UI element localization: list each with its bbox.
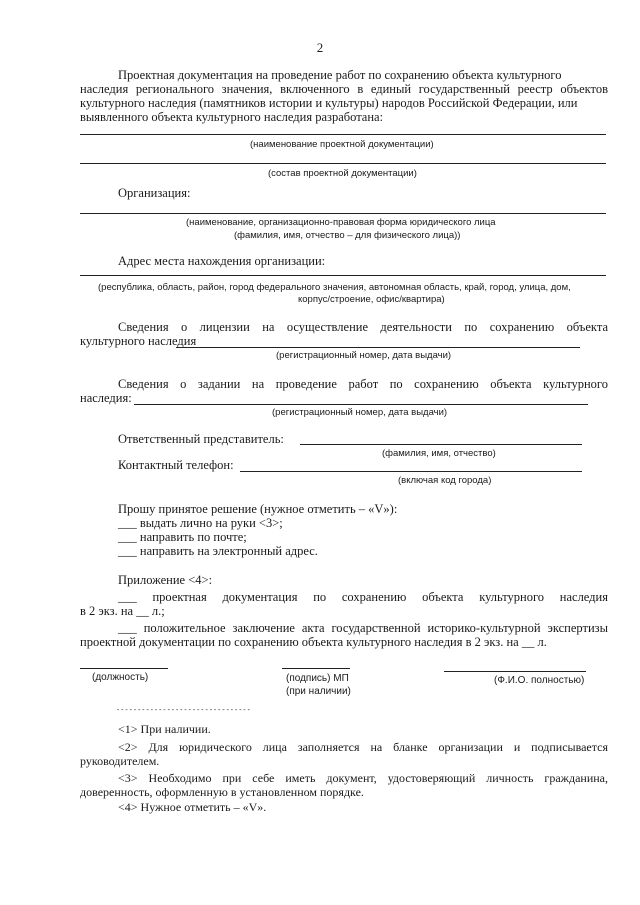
phone-caption: (включая код города) (398, 475, 492, 486)
license-line-1: Сведения о лицензии на осуществление деятельности по сохранению объекта (118, 320, 608, 334)
organization-caption-2: (фамилия, имя, отчество – для физического лица)) (234, 230, 461, 241)
license-caption: (регистрационный номер, дата выдачи) (276, 350, 452, 361)
signature-field[interactable] (282, 668, 350, 669)
address-caption-1: (республика, область, район, город федерального значения, автономная область, край, город, улица, дом, (98, 282, 571, 293)
attachment-item-2-line-1[interactable]: ___ положительное заключение акта государственной историко-культурной экспертизы (118, 621, 608, 635)
request-option-email[interactable]: ___ направить на электронный адрес. (118, 544, 318, 558)
phone-label: Контактный телефон: (118, 458, 234, 472)
license-line-2: культурного наследия (80, 334, 197, 348)
full-name-field[interactable] (444, 671, 586, 672)
full-name-caption: (Ф.И.О. полностью) (494, 675, 585, 686)
attachment-item-1-line-2: в 2 экз. на __ л.; (80, 604, 165, 618)
address-label: Адрес места нахождения организации: (118, 254, 326, 268)
footnote-4: <4> Нужное отметить – «V». (118, 800, 267, 814)
representative-label: Ответственный представитель: (118, 432, 284, 446)
footnote-1: <1> При наличии. (118, 722, 211, 736)
request-option-in-person[interactable]: ___ выдать лично на руки <3>; (118, 516, 283, 530)
attachment-item-1-line-1[interactable]: ___ проектная документация по сохранению объекта культурного наследия (118, 590, 608, 604)
task-line-1: Сведения о задании на проведение работ по сохранению объекта культурного (118, 377, 608, 391)
attachment-title: Приложение <4>: (118, 573, 213, 587)
position-field[interactable] (80, 668, 168, 669)
license-field[interactable] (176, 347, 580, 348)
footnote-divider: -------------------------------- (116, 706, 251, 714)
request-option-post[interactable]: ___ направить по почте; (118, 530, 247, 544)
address-caption-2: корпус/строение, офис/квартира) (298, 294, 445, 305)
footnote-2-line-1: <2> Для юридического лица заполняется на бланке организации и подписывается (118, 740, 608, 754)
intro-line-2: наследия регионального значения, включенного в единый государственный реестр объектов (80, 82, 608, 96)
phone-field[interactable] (240, 471, 582, 472)
intro-line-4: выявленного объекта культурного наследия разработана: (80, 110, 384, 124)
intro-line-3: культурного наследия (памятников истории и культуры) народов Российской Федерации, или (80, 96, 578, 110)
request-title: Прошу принятое решение (нужное отметить – «V»): (118, 502, 398, 516)
address-field[interactable] (80, 275, 606, 276)
task-field[interactable] (134, 404, 588, 405)
doc-name-caption: (наименование проектной документации) (250, 139, 434, 150)
page-number: 2 (316, 40, 324, 55)
organization-label: Организация: (118, 186, 191, 200)
doc-content-field[interactable] (80, 163, 606, 164)
organization-field[interactable] (80, 213, 606, 214)
representative-caption: (фамилия, имя, отчество) (382, 448, 496, 459)
footnote-3-line-2: доверенность, оформленную в установленном порядке. (80, 785, 364, 799)
organization-caption-1: (наименование, организационно-правовая форма юридического лица (186, 217, 496, 228)
doc-content-caption: (состав проектной документации) (268, 168, 417, 179)
task-line-2: наследия: (80, 391, 132, 405)
position-caption: (должность) (92, 672, 149, 683)
doc-name-field[interactable] (80, 134, 606, 135)
representative-field[interactable] (300, 444, 582, 445)
footnote-2-line-2: руководителем. (80, 754, 160, 768)
signature-caption: (подпись) МП (286, 673, 349, 684)
attachment-item-2-line-2: проектной документации по сохранению объекта культурного наследия в 2 экз. на __ л. (80, 635, 547, 649)
footnote-3-line-1: <3> Необходимо при себе иметь документ, удостоверяющий личность гражданина, (118, 771, 608, 785)
signature-note: (при наличии) (286, 686, 351, 697)
intro-line-1: Проектная документация на проведение работ по сохранению объекта культурного (118, 68, 562, 82)
task-caption: (регистрационный номер, дата выдачи) (272, 407, 448, 418)
